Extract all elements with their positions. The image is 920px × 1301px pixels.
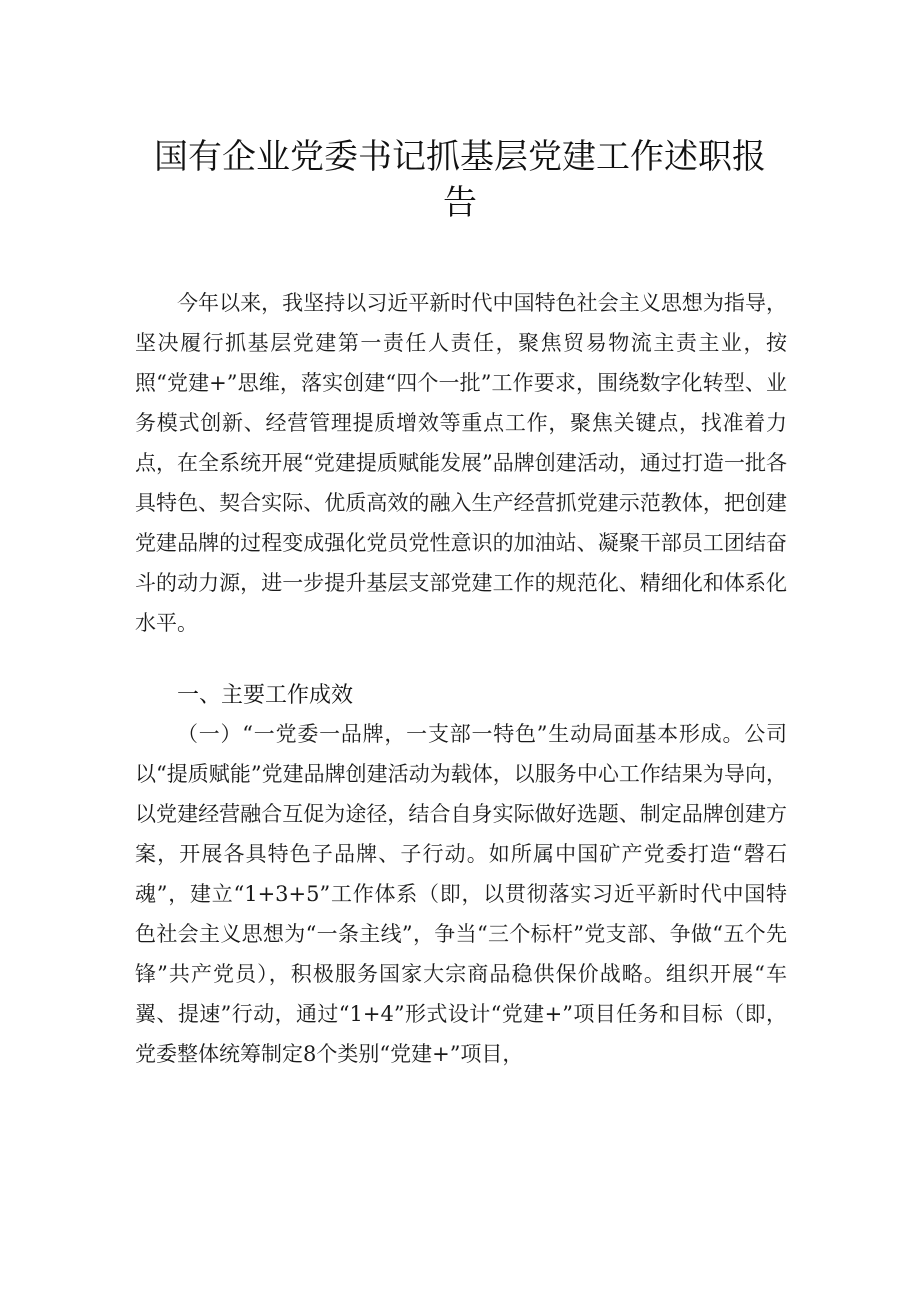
subsection-paragraph <box>135 714 787 1074</box>
intro-paragraph: 今年以来，我坚持以习近平新时代中国特色社会主义思想为指导，坚决履行抓基层党建第一责任人责任，聚焦贸易物流主责主业，按照“党建+”思维，落实创建“四个一批”工作要求，围绕数字化转型、业务模式创新、经营管理提质增效等重点工作，聚焦关键点，找准着力点，在全系统开展“党建提质赋能发展”品牌创建活动，通过打造一批各具特色、契合实际、优质高效的融入生产经营抓党建示范教体，把创建党建品牌的过程变成强化党员党性意识的加油站、凝聚干部员工团结奋斗的动力源，进一步提升基层支部党建工作的规范化、精细化和体系化水平。 <box>135 291 787 635</box>
section-heading: 一、主要工作成效 <box>177 683 354 708</box>
document-title: 国有企业党委书记抓基层党建工作述职报告 <box>154 137 766 223</box>
subsection-heading: （一）“一党委一品牌，一支部一特色”生动局面基本形成。 <box>177 722 745 746</box>
subsection-body: 公司以“提质赋能”党建品牌创建活动为载体，以服务中心工作结果为导向，以党建经营融合互促为途径，结合自身实际做好选题、制定品牌创建方案，开展各具特色子品牌、子行动。如所属中国矿产党委打造“磬石魂”，建立“1+3+5”工作体系（即，以贯彻落实习近平新时代中国特色社会主义思想为“一条主线”，争当“三个标杆”党支部、争做“五个先锋”共产党员），积极服务国家大宗商品稳供保价战略。组织开展“车翼、提速”行动，通过“1+4”形式设计“党建+”项目任务和目标（即，党委整体统筹制定8个类别“党建+”项目， <box>135 722 787 1066</box>
